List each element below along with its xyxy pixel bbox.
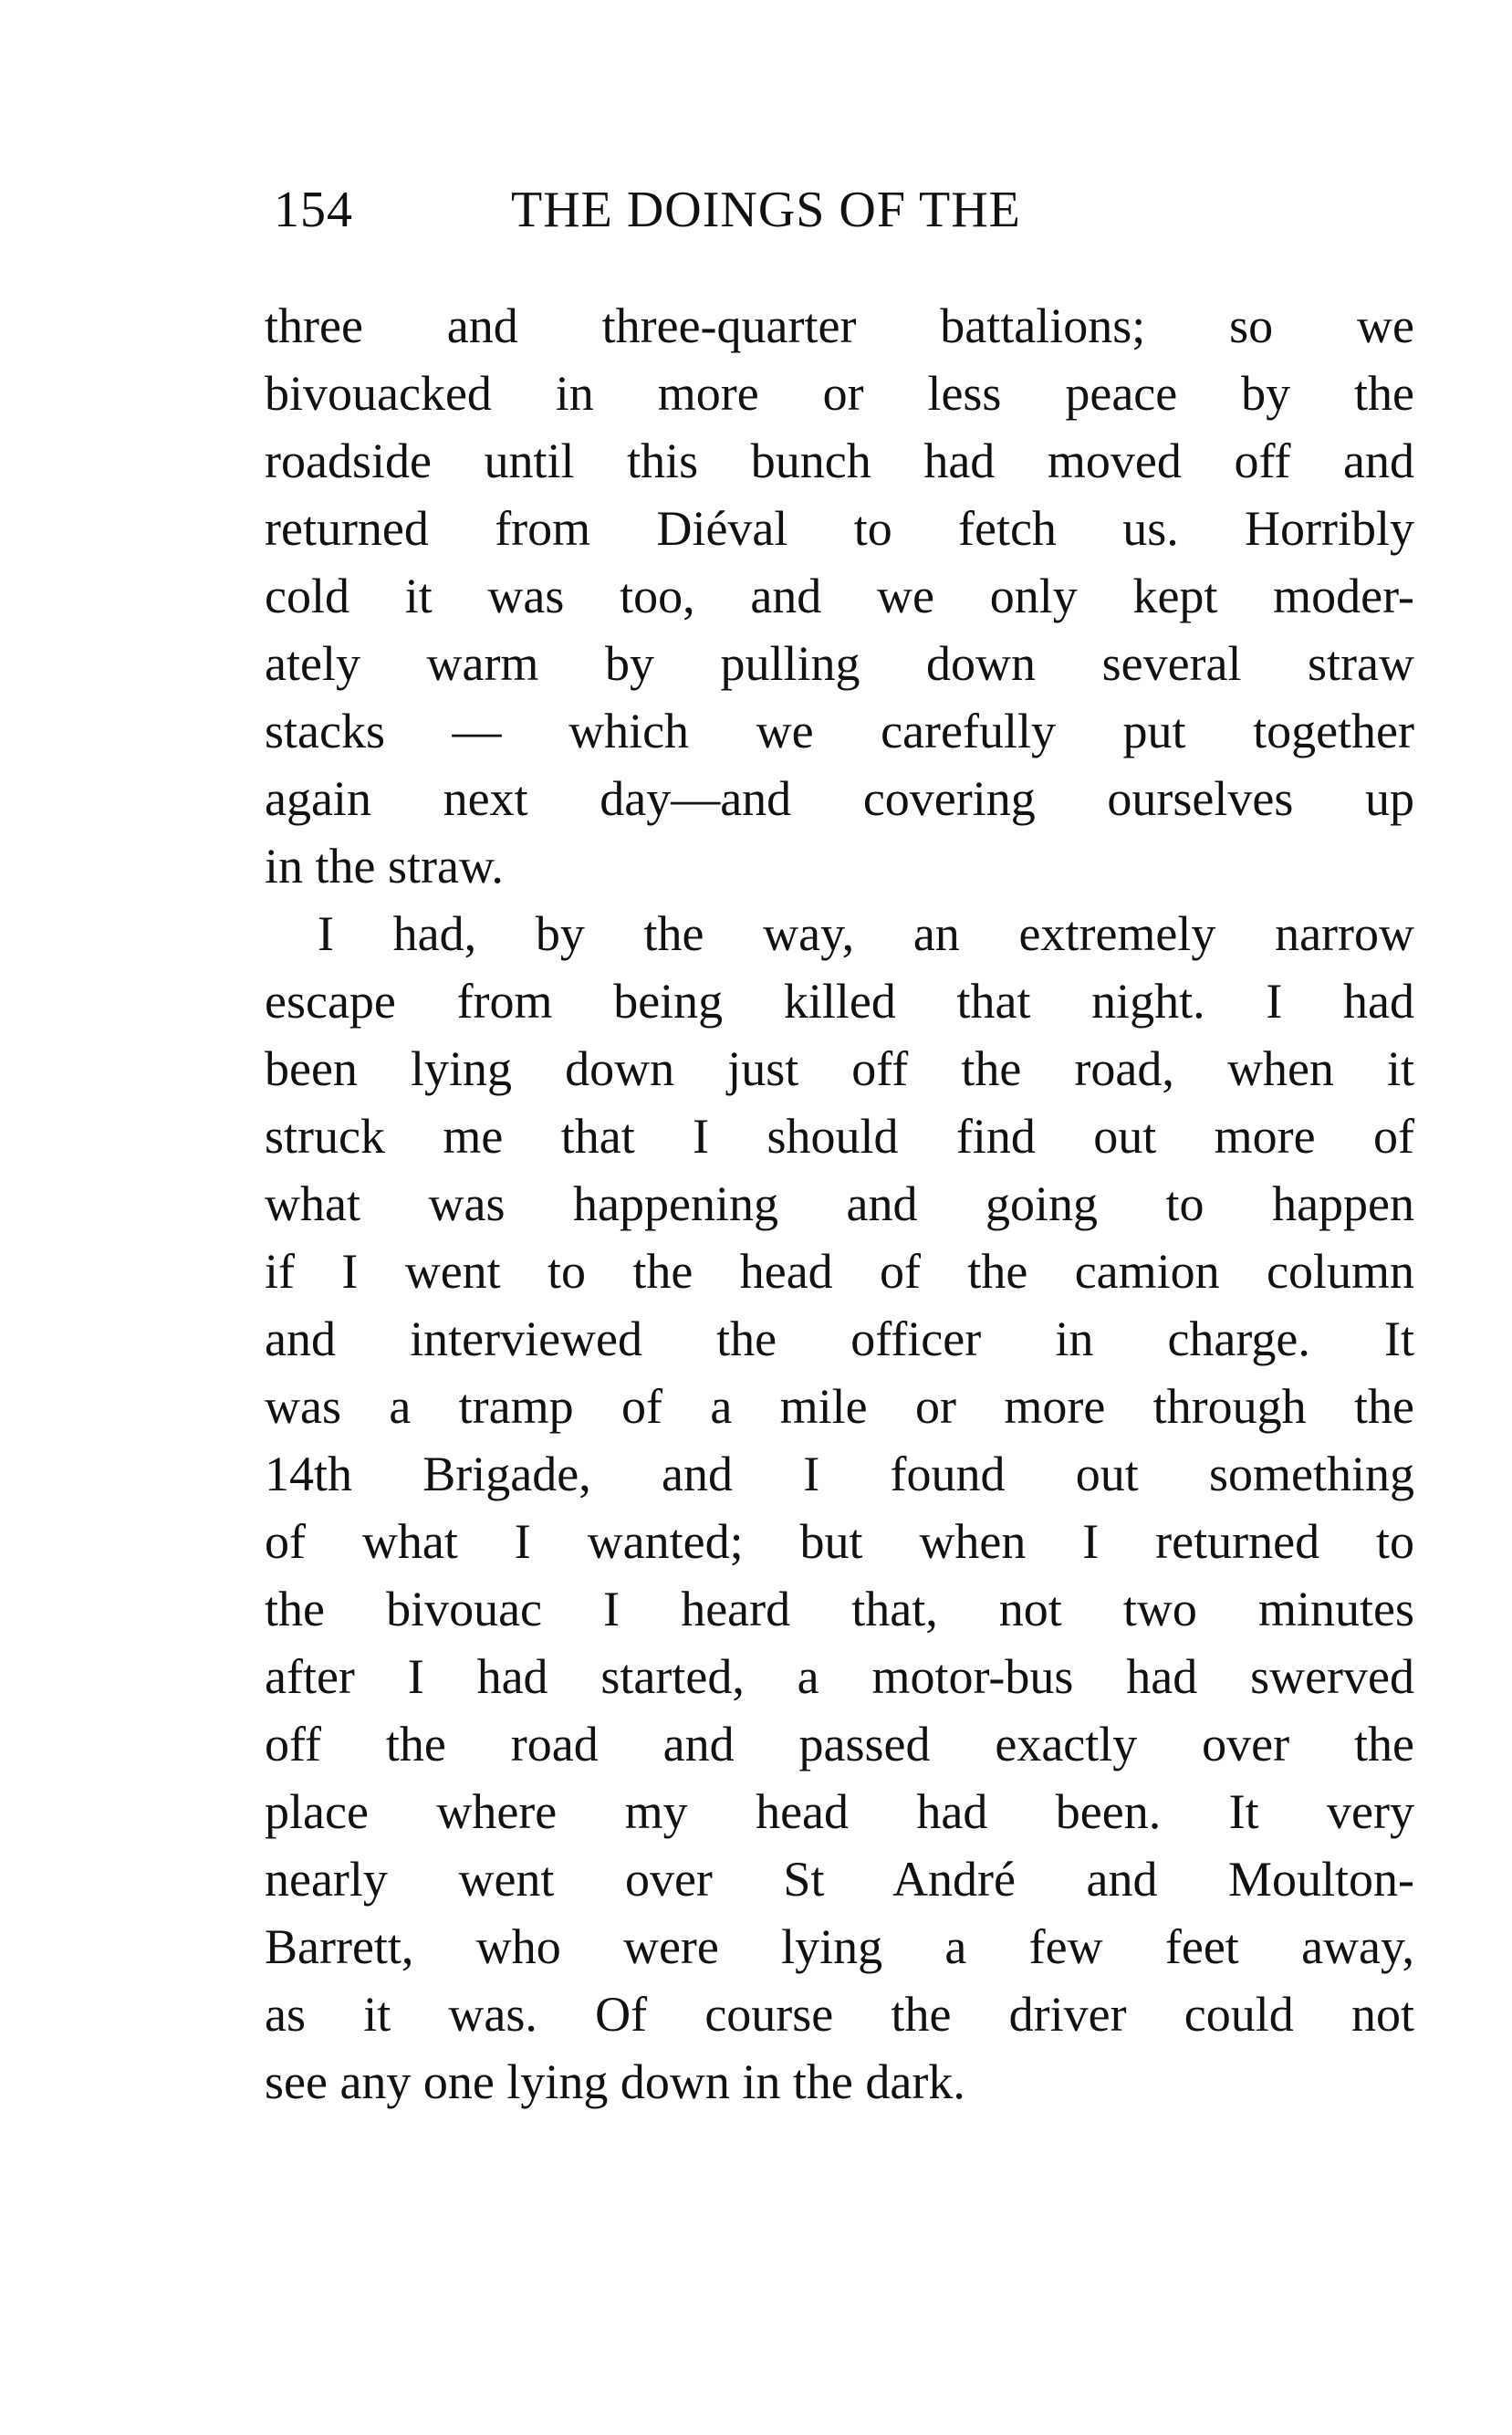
text-line: after I had started, a motor-bus had swerved bbox=[265, 1649, 1414, 1704]
text-line: cold it was too, and we only kept moder- bbox=[265, 569, 1414, 623]
text-line: I had, by the way, an extremely narrow bbox=[318, 906, 1414, 961]
text-line: off the road and passed exactly over the bbox=[265, 1717, 1414, 1771]
body-text bbox=[265, 292, 1414, 2116]
text-line: ately warm by pulling down several straw bbox=[265, 636, 1414, 691]
running-title: THE DOINGS OF THE bbox=[511, 182, 1021, 238]
text-line: of what I wanted; but when I returned to bbox=[265, 1514, 1414, 1569]
text-line: returned from Diéval to fetch us. Horribly bbox=[265, 501, 1414, 556]
text-line: 14th Brigade, and I found out something bbox=[265, 1447, 1414, 1501]
text-line: see any one lying down in the dark. bbox=[265, 2054, 965, 2109]
paragraph-1 bbox=[265, 292, 1414, 900]
text-line: what was happening and going to happen bbox=[265, 1176, 1414, 1231]
text-line: escape from being killed that night. I had bbox=[265, 974, 1414, 1029]
page-number: 154 bbox=[274, 182, 353, 238]
text-line: was a tramp of a mile or more through the bbox=[265, 1379, 1414, 1434]
paragraph-2 bbox=[265, 900, 1414, 2116]
text-line: been lying down just off the road, when it bbox=[265, 1041, 1414, 1096]
text-line: and interviewed the officer in charge. It bbox=[265, 1312, 1414, 1366]
text-line: nearly went over St André and Moulton- bbox=[265, 1852, 1414, 1907]
text-line: as it was. Of course the driver could not bbox=[265, 1987, 1414, 2042]
text-line: if I went to the head of the camion column bbox=[265, 1244, 1414, 1299]
text-line: stacks — which we carefully put together bbox=[265, 704, 1414, 758]
text-line: in the straw. bbox=[265, 839, 504, 894]
text-line: again next day—and covering ourselves up bbox=[265, 771, 1414, 826]
text-line: Barrett, who were lying a few feet away, bbox=[265, 1919, 1414, 1974]
text-line: the bivouac I heard that, not two minutes bbox=[265, 1582, 1414, 1636]
text-line: place where my head had been. It very bbox=[265, 1784, 1414, 1839]
text-line: roadside until this bunch had moved off and bbox=[265, 434, 1414, 488]
text-line: three and three-quarter battalions; so we bbox=[265, 298, 1414, 353]
text-line: struck me that I should find out more of bbox=[265, 1109, 1414, 1164]
running-head bbox=[274, 178, 1241, 242]
text-line: bivouacked in more or less peace by the bbox=[265, 366, 1414, 421]
